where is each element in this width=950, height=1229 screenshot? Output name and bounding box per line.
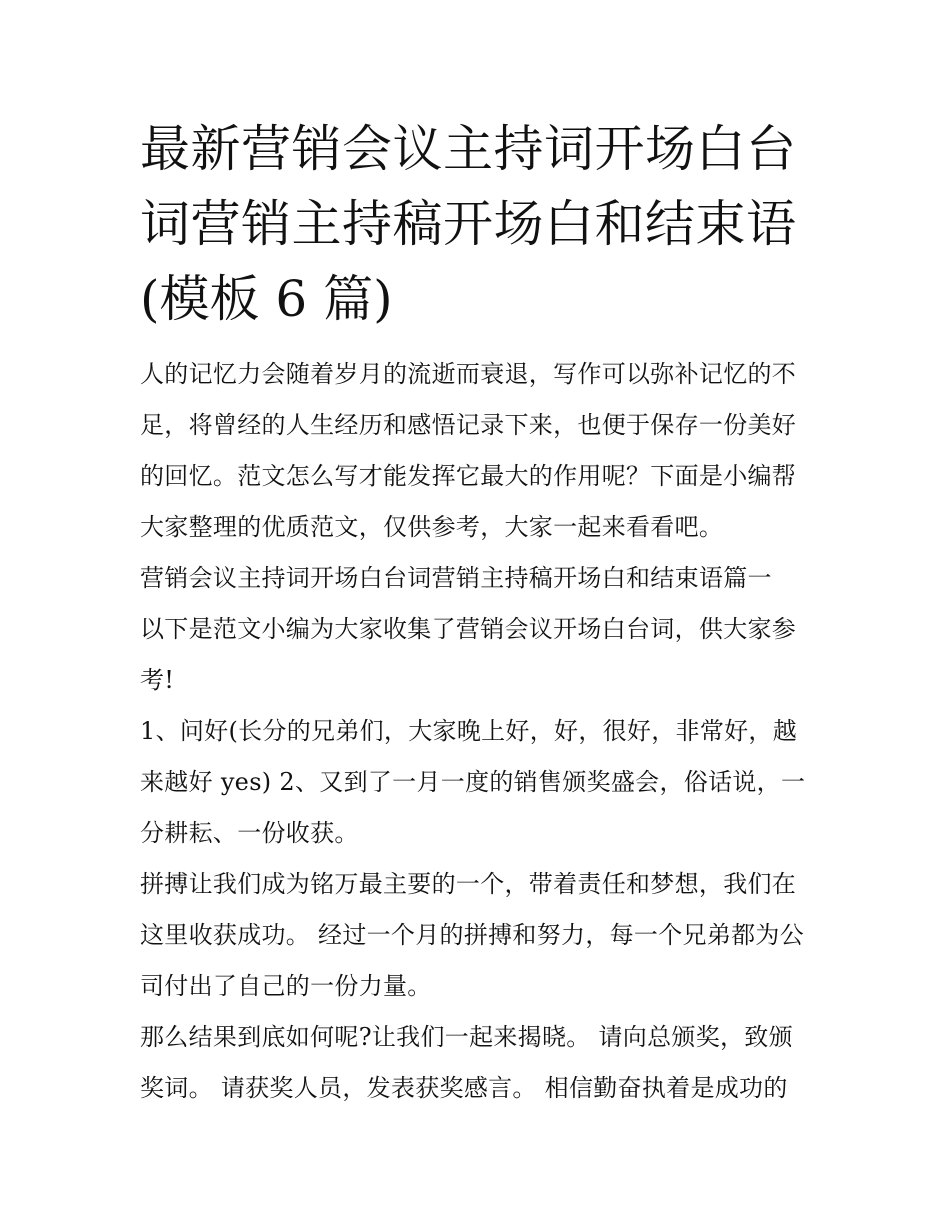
document-title-line-3: (模板 6 篇) <box>140 270 393 328</box>
section-heading: 营销会议主持词开场白台词营销主持稿开场白和结束语篇一 <box>140 564 772 592</box>
document-page <box>140 112 812 1114</box>
body-paragraph-2: 1、问好(长分的兄弟们，大家晚上好，好，很好，非常好，越来越好 yes) 2、又到了一月一度的销售颁奖盛会，俗话说，一分耕耘、一份收获。 <box>140 717 806 847</box>
body-paragraph-4: 那么结果到底如何呢?让我们一起来揭晓。 请向总颁奖，致颁奖词。 请获奖人员，发表获奖感言。 相信勤奋执着是成功的 <box>140 1023 793 1102</box>
document-title-line-1: 最新营销会议主持词开场白台 <box>140 120 797 178</box>
body-paragraph-3: 拼搏让我们成为铭万最主要的一个，带着责任和梦想，我们在这里收获成功。 经过一个月的拼搏和努力，每一个兄弟都为公司付出了自己的一份力量。 <box>140 870 805 1000</box>
document-title-line-2: 词营销主持稿开场白和结束语 <box>140 195 797 253</box>
intro-paragraph: 人的记忆力会随着岁月的流逝而衰退，写作可以弥补记忆的不足，将曾经的人生经历和感悟记录下来，也便于保存一份美好的回忆。范文怎么写才能发挥它最大的作用呢？下面是小编帮大家整理的优质范文，仅供参考，大家一起来看看吧。 <box>140 360 797 541</box>
body-paragraph-1: 以下是范文小编为大家收集了营销会议开场白台词，供大家参考! <box>140 615 797 694</box>
